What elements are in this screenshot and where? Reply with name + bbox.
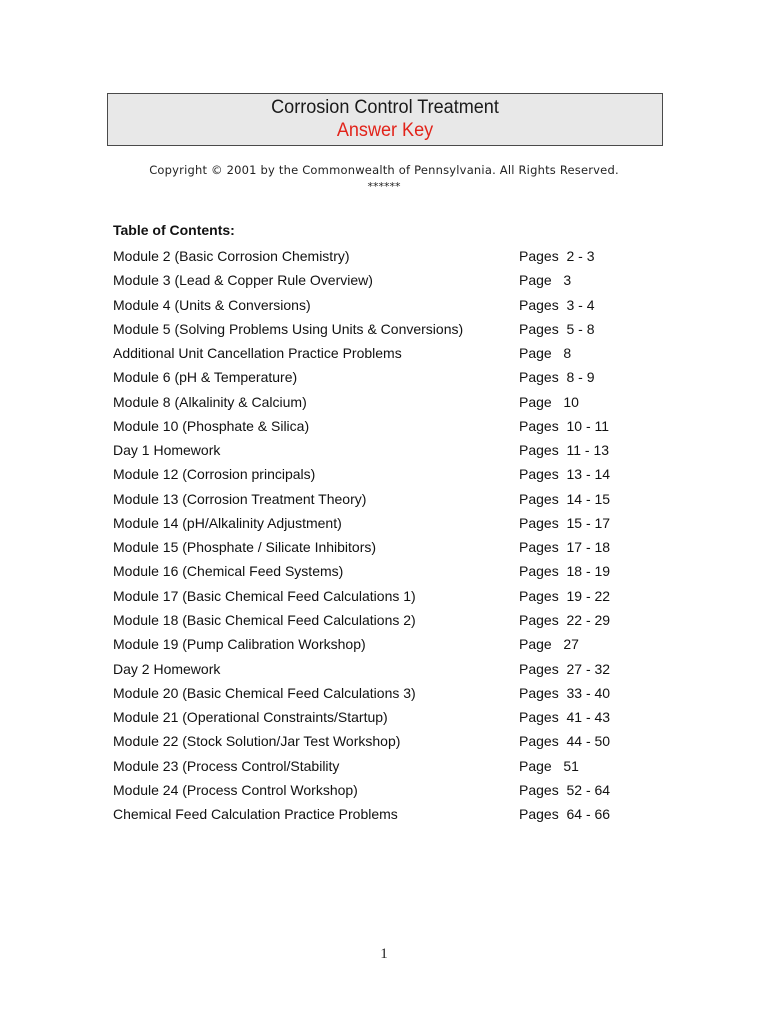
toc-entry <box>113 657 653 681</box>
toc-entry <box>113 268 653 292</box>
toc-entry-pages: Pages 41 - 43 <box>519 709 611 726</box>
toc-entry-pages: Pages 33 - 40 <box>519 684 611 701</box>
copyright-notice: Copyright © 2001 by the Commonwealth of Pennsylvania. All Rights Reserved. <box>149 163 619 177</box>
toc-entry-pages: Page 51 <box>519 757 579 774</box>
toc-entry <box>113 681 653 705</box>
toc-entry-pages: Pages 8 - 9 <box>519 369 595 386</box>
toc-entry <box>113 778 653 802</box>
toc-entry-title: Module 14 (pH/Alkalinity Adjustment) <box>113 514 342 531</box>
toc-entry <box>113 754 653 778</box>
toc-entry-pages: Pages 27 - 32 <box>519 660 611 677</box>
toc-entry-pages: Pages 22 - 29 <box>519 611 611 628</box>
toc-entry-title: Module 24 (Process Control Workshop) <box>113 781 358 798</box>
toc-entry-title: Module 15 (Phosphate / Silicate Inhibitors) <box>113 539 377 556</box>
toc-entry <box>113 317 653 341</box>
toc-entry-title: Module 17 (Basic Chemical Feed Calculations 1) <box>113 587 416 604</box>
toc-entry-pages: Pages 10 - 11 <box>519 417 610 434</box>
toc-entry-title: Day 2 Homework <box>113 660 221 677</box>
toc-entry-title: Module 10 (Phosphate & Silica) <box>113 417 310 434</box>
toc-entry-pages: Pages 2 - 3 <box>519 248 595 264</box>
toc-entry-pages: Pages 14 - 15 <box>519 490 611 507</box>
toc-entry <box>113 729 653 753</box>
toc-entry <box>113 487 653 511</box>
toc-entry-title: Module 16 (Chemical Feed Systems) <box>113 563 344 580</box>
separator: ****** <box>367 180 401 193</box>
toc-entry <box>113 462 653 486</box>
toc-entry <box>113 705 653 729</box>
toc-entry-pages: Page 8 <box>519 345 572 362</box>
toc-entry <box>113 632 653 656</box>
toc-entry <box>113 390 653 414</box>
toc-entry-pages: Pages 64 - 66 <box>519 806 611 823</box>
toc-entry-title: Module 21 (Operational Constraints/Startup) <box>113 709 388 726</box>
toc-entry <box>113 293 653 317</box>
page-number: 1 <box>380 946 388 962</box>
toc-heading: Table of Contents: <box>113 222 235 238</box>
toc-entry-title: Module 18 (Basic Chemical Feed Calculations 2) <box>113 611 416 628</box>
toc-entry-title: Module 6 (pH & Temperature) <box>113 369 298 386</box>
toc-entry-title: Module 8 (Alkalinity & Calcium) <box>113 393 307 410</box>
toc-entry-title: Module 19 (Pump Calibration Workshop) <box>113 636 366 653</box>
toc-entry-title: Additional Unit Cancellation Practice Problems <box>113 345 402 362</box>
toc-entry <box>113 559 653 583</box>
toc-entry <box>113 535 653 559</box>
toc-entry-pages: Page 3 <box>519 272 572 289</box>
toc-entry-pages: Pages 13 - 14 <box>519 466 611 483</box>
toc-entry <box>113 802 653 826</box>
document-title: Corrosion Control Treatment <box>271 97 499 118</box>
toc-entry <box>113 511 653 535</box>
toc-entry-pages: Page 10 <box>519 393 579 410</box>
toc-entry-pages: Pages 11 - 13 <box>519 442 610 459</box>
toc-entry <box>113 244 653 268</box>
toc-entry <box>113 365 653 389</box>
toc-entry <box>113 414 653 438</box>
table-of-contents <box>113 244 653 826</box>
toc-entry-pages: Pages 19 - 22 <box>519 587 611 604</box>
toc-entry-title: Module 23 (Process Control/Stability <box>113 757 340 774</box>
toc-entry-pages: Pages 52 - 64 <box>519 781 611 798</box>
toc-entry-title: Module 2 (Basic Corrosion Chemistry) <box>113 248 350 264</box>
toc-entry-title: Module 3 (Lead & Copper Rule Overview) <box>113 272 373 289</box>
toc-entry-title: Module 12 (Corrosion principals) <box>113 466 316 483</box>
toc-entry <box>113 341 653 365</box>
toc-entry-title: Module 20 (Basic Chemical Feed Calculations 3) <box>113 684 416 701</box>
toc-entry-pages: Pages 17 - 18 <box>519 539 611 556</box>
title-box <box>107 93 663 146</box>
toc-entry <box>113 438 653 462</box>
toc-entry-pages: Pages 3 - 4 <box>519 296 595 313</box>
toc-entry-pages: Pages 44 - 50 <box>519 733 611 750</box>
document-subtitle: Answer Key <box>336 120 434 141</box>
toc-entry-title: Day 1 Homework <box>113 442 221 459</box>
toc-entry-pages: Pages 15 - 17 <box>519 514 611 531</box>
toc-entry <box>113 608 653 632</box>
toc-entry-pages: Pages 18 - 19 <box>519 563 611 580</box>
toc-entry-title: Module 13 (Corrosion Treatment Theory) <box>113 490 367 507</box>
toc-entry-pages: Page 27 <box>519 636 579 653</box>
toc-entry-title: Module 5 (Solving Problems Using Units & Conversions) <box>113 320 464 337</box>
toc-entry-title: Module 4 (Units & Conversions) <box>113 296 311 313</box>
toc-entry-pages: Pages 5 - 8 <box>519 320 595 337</box>
toc-entry-title: Module 22 (Stock Solution/Jar Test Workshop) <box>113 733 401 750</box>
toc-entry <box>113 584 653 608</box>
toc-entry-title: Chemical Feed Calculation Practice Problems <box>113 806 398 823</box>
